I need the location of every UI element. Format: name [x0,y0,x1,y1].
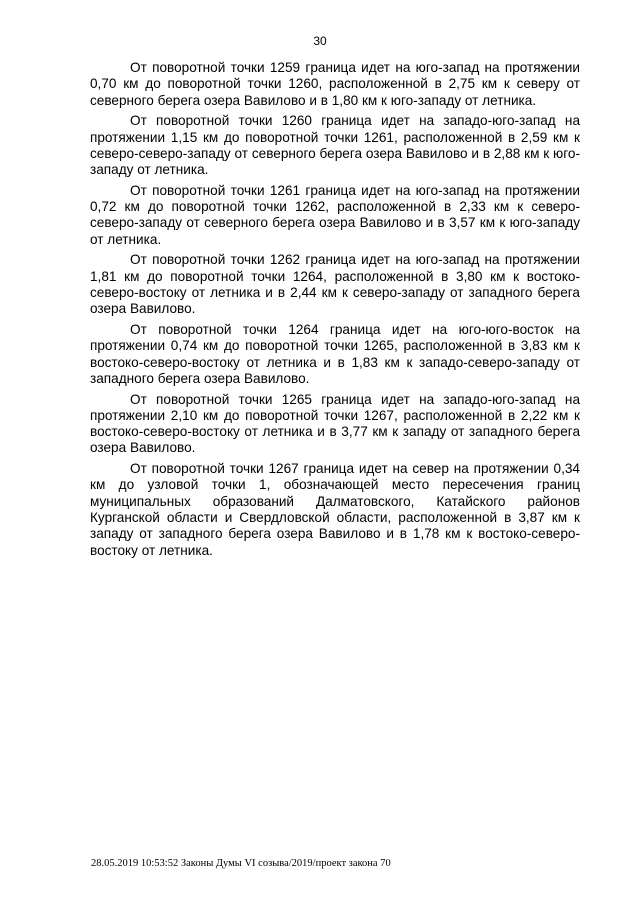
paragraph-turning-point-1267: От поворотной точки 1267 граница идет на север на протяжении 0,34 км до узловой точки 1, обозначающей место пересечения границ муниципальных образований Далматовского, Катайского районов Курганской области и Свердловской области, расположенной в 3,87 км к западу от западного берега озера Вавилово и в 1,78 км к востоко-северо-востоку от летника. [90,461,580,558]
document-body [90,60,580,563]
paragraph-turning-point-1261: От поворотной точки 1261 граница идет на юго-запад на протяжении 0,72 км до поворотной точки 1262, расположенной в 2,33 км к северо-северо-западу от северного берега озера Вавилово и в 3,57 км к юго-западу от летника. [90,182,580,247]
paragraph-turning-point-1260: От поворотной точки 1260 граница идет на западо-юго-запад на протяжении 1,15 км до поворотной точки 1261, расположенной в 2,59 км к северо-северо-западу от северного берега озера Вавилово и в 2,88 км к юго-западу от летника. [90,113,580,178]
paragraph-turning-point-1259: От поворотной точки 1259 граница идет на юго-запад на протяжении 0,70 км до поворотной точки 1260, расположенной в 2,75 км к северу от северного берега озера Вавилово и в 1,80 км к юго-западу от летника. [90,60,580,108]
document-footer: 28.05.2019 10:53:52 Законы Думы VI созыва/2019/проект закона 70 [91,858,391,869]
page-number: 30 [313,34,327,48]
paragraph-turning-point-1265: От поворотной точки 1265 граница идет на западо-юго-запад на протяжении 2,10 км до поворотной точки 1267, расположенной в 2,22 км к востоко-северо-востоку от летника и в 3,77 км к западу от западного берега озера Вавилово. [90,391,580,456]
paragraph-turning-point-1262: От поворотной точки 1262 граница идет на юго-запад на протяжении 1,81 км до поворотной точки 1264, расположенной в 3,80 км к востоко-северо-востоку от летника и в 2,44 км к северо-западу от западного берега озера Вавилово. [90,252,580,317]
paragraph-turning-point-1264: От поворотной точки 1264 граница идет на юго-юго-восток на протяжении 0,74 км до поворотной точки 1265, расположенной в 3,83 км к востоко-северо-востоку от летника и в 1,83 км к западо-северо-западу от западного берега озера Вавилово. [90,322,580,386]
